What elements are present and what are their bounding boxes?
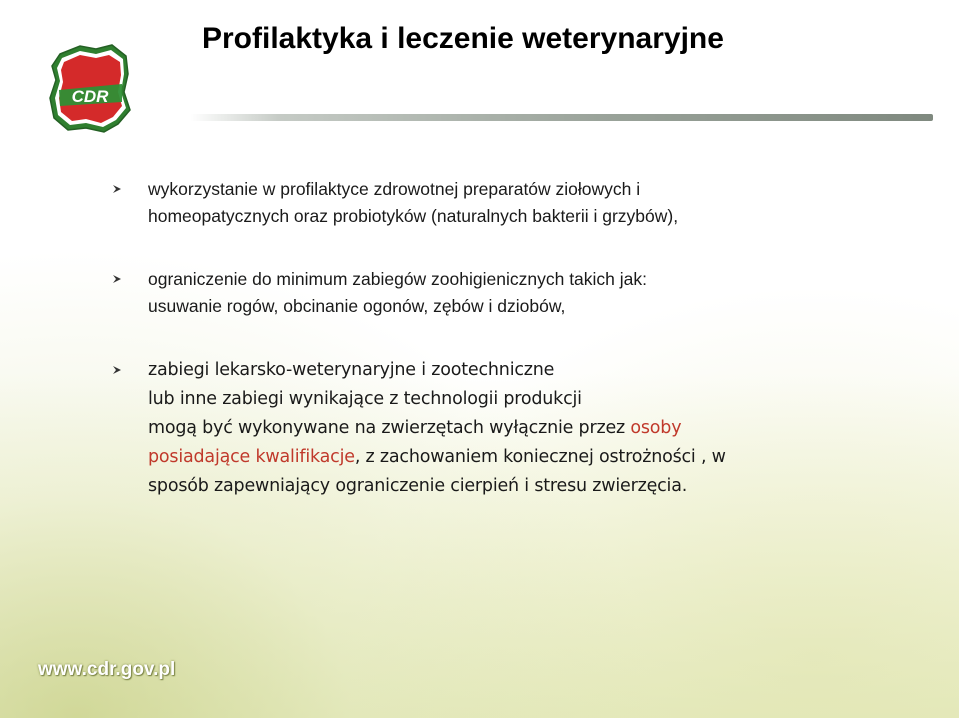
highlighted-text: osoby <box>630 418 682 438</box>
highlighted-text: posiadające kwalifikacje <box>148 447 355 467</box>
bullet-text-line: zabiegi lekarsko-weterynaryjne i zootechniczne <box>148 360 555 380</box>
logo-text: CDR <box>71 87 109 106</box>
arrowhead-bullet-icon <box>112 365 122 375</box>
bullet-text-line <box>148 443 932 472</box>
slide-title: Profilaktyka i leczenie weterynaryjne <box>202 22 724 55</box>
bullet-text-line: homeopatycznych oraz probiotyków (naturalnych bakterii i grzybów), <box>148 206 679 226</box>
bullet-item <box>112 176 932 230</box>
bullet-text-line: usuwanie rogów, obcinanie ogonów, zębów i dziobów, <box>148 296 566 316</box>
cdr-logo-icon <box>46 40 132 136</box>
bullet-text-line: sposób zapewniający ograniczenie cierpień i stresu zwierzęcia. <box>148 476 688 496</box>
bullet-text-segment: , z zachowaniem koniecznej ostrożności , w <box>354 447 726 467</box>
bullet-text-line: ograniczenie do minimum zabiegów zoohigienicznych takich jak: <box>148 269 648 289</box>
bullet-text-line: lub inne zabiegi wynikające z technologii produkcji <box>148 389 582 409</box>
bullet-text-line: wykorzystanie w profilaktyce zdrowotnej preparatów ziołowych i <box>148 179 641 199</box>
bullet-text-segment: mogą być wykonywane na zwierzętach wyłącznie przez <box>148 418 631 438</box>
arrowhead-bullet-icon <box>112 274 122 284</box>
bullet-list <box>112 176 932 501</box>
bullet-item <box>112 266 932 320</box>
arrowhead-bullet-icon <box>112 184 122 194</box>
bullet-item <box>112 356 932 501</box>
title-underline <box>190 114 933 121</box>
footer-url: www.cdr.gov.pl <box>38 659 176 680</box>
bullet-text-line <box>148 414 932 443</box>
